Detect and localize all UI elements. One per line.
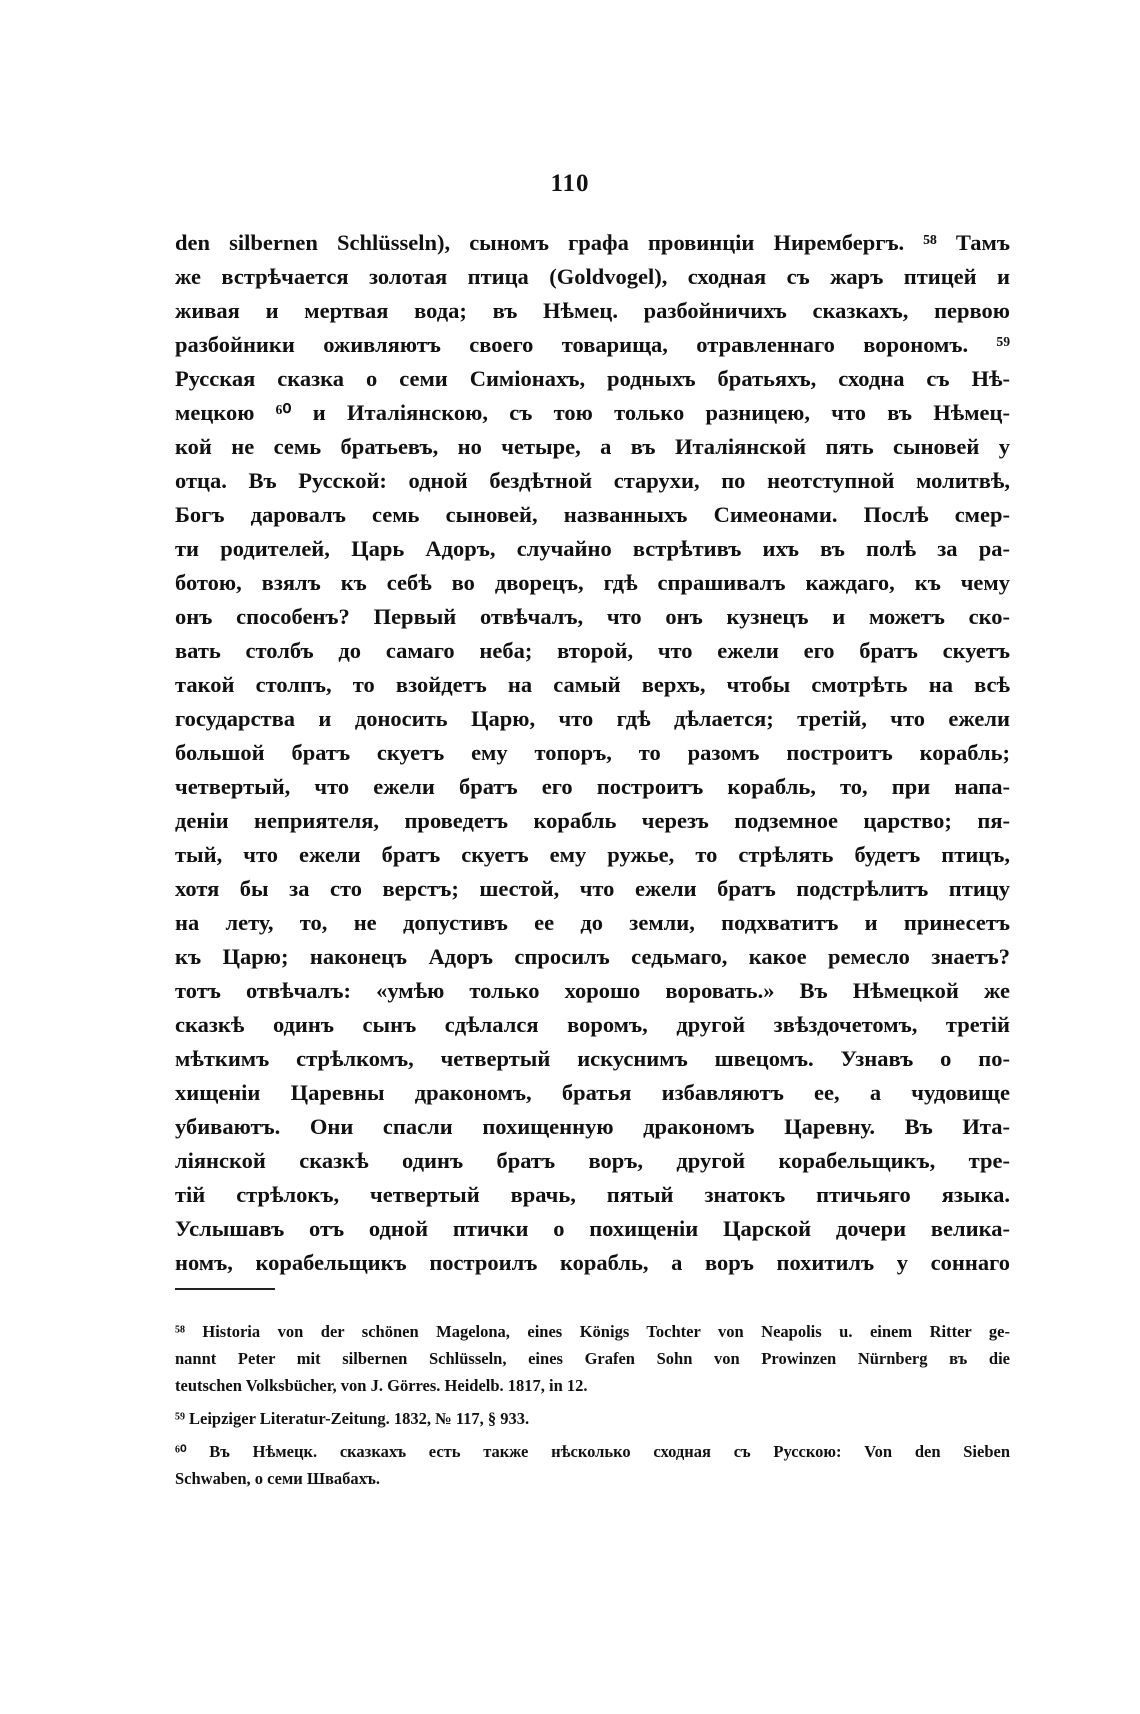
text-line: хотя бы за сто верстъ; шестой, что ежели братъ подстрѣлитъ птицу: [175, 876, 1010, 901]
text-line: убиваютъ. Они спасли похищенную дракономъ Царевну. Въ Ита-: [175, 1114, 1010, 1139]
footnote-58-line: ⁵⁸ Historia von der schönen Magelona, eines Königs Tochter von Neapolis u. einem Ritter ge-: [175, 1322, 1010, 1341]
main-text: [175, 226, 1010, 1280]
footnotes: [175, 1318, 1010, 1492]
text-line: большой братъ скуетъ ему топоръ, то разомъ построитъ корабль;: [175, 740, 1010, 765]
footnote-60-line: ⁶⁰ Въ Нѣмецк. сказкахъ есть также нѣсколько сходная съ Русскою: Von den Sieben: [175, 1442, 1010, 1461]
text-line: такой столпъ, то взойдетъ на самый верхъ, чтобы смотрѣть на всѣ: [175, 672, 1010, 697]
text-line: Услышавъ отъ одной птички о похищеніи Царской дочери велика-: [175, 1216, 1010, 1241]
text-line: ліянской сказкѣ одинъ братъ воръ, другой корабельщикъ, тре-: [175, 1148, 1010, 1173]
text-line: мѣткимъ стрѣлкомъ, четвертый искуснимъ швецомъ. Узнавъ о по-: [175, 1046, 1010, 1071]
text-line: же встрѣчается золотая птица (Goldvogel), сходная съ жаръ птицей и: [175, 264, 1010, 289]
text-line: онъ способенъ? Первый отвѣчалъ, что онъ кузнецъ и можетъ ско-: [175, 604, 1010, 629]
page-number: 110: [550, 170, 590, 197]
footnote-58-line: teutschen Volksbücher, von J. Görres. Heidelb. 1817, in 12.: [175, 1376, 588, 1395]
text-line: сказкѣ одинъ сынъ сдѣлался воромъ, другой звѣздочетомъ, третій: [175, 1012, 1010, 1037]
text-line: кой не семь братьевъ, но четыре, а въ Италіянской пять сыновей у: [175, 434, 1010, 459]
footnote-59-line: ⁵⁹ Leipziger Literatur-Zeitung. 1832, № 117, § 933.: [175, 1409, 530, 1428]
text-line: къ Царю; наконецъ Адоръ спросилъ седьмаго, какое ремесло знаетъ?: [175, 944, 1010, 969]
footnote-rule: [175, 1288, 275, 1290]
text-line: четвертый, что ежели братъ его построитъ корабль, то, при напа-: [175, 774, 1010, 799]
text-line: тотъ отвѣчалъ: «умѣю только хорошо воровать.» Въ Нѣмецкой же: [175, 978, 1010, 1003]
text-line: Богъ даровалъ семь сыновей, названныхъ Симеонами. Послѣ смер-: [175, 502, 1010, 527]
text-line: вать столбъ до самаго неба; второй, что ежели его братъ скуетъ: [175, 638, 1010, 663]
text-line: Русская сказка о семи Симіонахъ, родныхъ братьяхъ, сходна съ Нѣ-: [175, 366, 1010, 391]
footnote-60-line: Schwaben, о семи Швабахъ.: [175, 1469, 381, 1488]
text-line: на лету, то, не допустивъ ее до земли, подхватитъ и принесетъ: [175, 910, 1010, 935]
text-line: ти родителей, Царь Адоръ, случайно встрѣтивъ ихъ въ полѣ за ра-: [175, 536, 1010, 561]
text-line: ботою, взялъ къ себѣ во дворецъ, гдѣ спрашивалъ каждаго, къ чему: [175, 570, 1010, 595]
footnote-58-line: nannt Peter mit silbernen Schlüsseln, eines Grafen Sohn von Prowinzen Nürnberg въ die: [175, 1349, 1010, 1368]
text-line: номъ, корабельщикъ построилъ корабль, а воръ похитилъ у соннаго: [175, 1250, 1010, 1275]
text-line: хищеніи Царевны дракономъ, братья избавляютъ ее, а чудовище: [175, 1080, 1010, 1105]
text-line: деніи неприятеля, проведетъ корабль черезъ подземное царство; пя-: [175, 808, 1010, 833]
text-line: отца. Въ Русской: одной бездѣтной старухи, по неотступной молитвѣ,: [175, 468, 1010, 493]
text-line: живая и мертвая вода; въ Нѣмец. разбойничихъ сказкахъ, первою: [175, 298, 1010, 323]
text-line: тій стрѣлокъ, четвертый врачь, пятый знатокъ птичьяго языка.: [175, 1182, 1010, 1207]
text-line: разбойники оживляютъ своего товарища, отравленнаго ворономъ. ⁵⁹: [175, 332, 1010, 357]
text-line: мецкою ⁶⁰ и Италіянскою, съ тою только разницею, что въ Нѣмец-: [175, 400, 1010, 425]
text-line: den silbernen Schlüsseln), сыномъ графа провинціи Нирембергъ. ⁵⁸ Тамъ: [175, 230, 1010, 255]
text-line: государства и доносить Царю, что гдѣ дѣлается; третій, что ежели: [175, 706, 1010, 731]
text-line: тый, что ежели братъ скуетъ ему ружье, то стрѣлять будетъ птицъ,: [175, 842, 1010, 867]
